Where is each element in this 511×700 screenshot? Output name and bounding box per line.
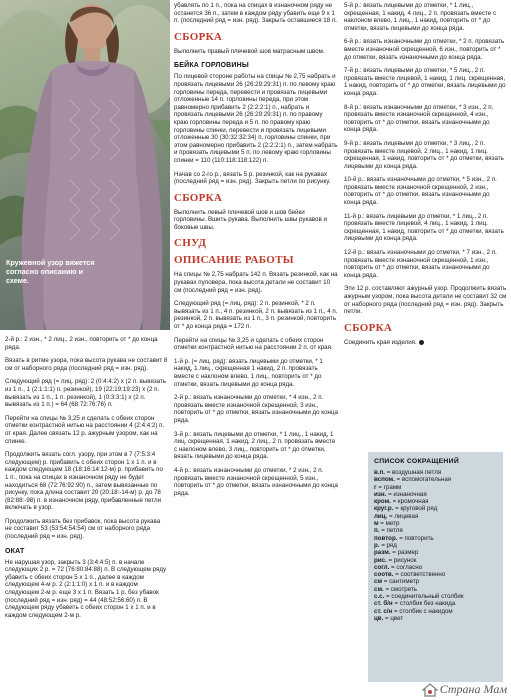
snood-assembly-text: Соединить края изделия. (344, 338, 417, 346)
sleeve-text-1: Вязать в ритме узора, пока высота рукава не составит 8 см от наборного ряда (последний ряд = изн. ряд). (5, 357, 168, 372)
abbreviation-row (374, 527, 497, 534)
abbreviation-row (374, 571, 497, 578)
neckband-text-1: По лицевой стороне работы на спицы № 2,75 набрать и провязать лицевыми 26 (26:29:29:31) п. по левому краю горловины переда, перевести и провязать лицевыми отложенные 14 п. горловины переда, при этом равномерно прибавить 2 (2:2:2:1) п., набрать и провязать лицевыми 26 (26:29:29:31) п. по правому краю горловины переда и 5 п. по правому краю горловины спинки, перевести и провязать лицевыми отложенные 30 (30:32:32:34) п. горловины спинки, при этом равномерно прибавить 2 (2:2:2:1) п., затем набрать и провязать лицевыми 5 п. по левому краю горловины спинки = 110 (110:118:118:122) п. (174, 73, 338, 164)
abbreviation-term: г (374, 483, 377, 491)
sleeve-text-3: Перейти на спицы № 3,25 и сделать с обеих сторон отметки контрастной нитью на расстоянии 4 (2:4:4:2) п. от края. Далее связать 12 р. ажурным узором, как на спинке. (5, 414, 165, 445)
sleeve-text-4: Продолжить вязать согл. узору, при этом в 7 (7:5:3:4 следующем) р. прибавить с обеих сторон 1 х 1 п. и в каждом следующем 18 (18:16:14:12-м) р. прибавить по 1 п., пока на спицах в изнаночном ряду не будет находиться 68 (72:76:92:90) п., затем вывязанные по рисунку, пока длина составит 20 (20:18:-14-м) р. до 78 (82:88:-98) п. в изнаночном ряду, прибавленные петли включать в узор. (5, 451, 163, 512)
column-3 (344, 2, 507, 346)
abbreviation-term: см (374, 578, 383, 586)
assembly2-heading: СБОРКА (174, 191, 223, 204)
abbreviation-term: с.с. (374, 593, 385, 601)
okat-heading: ОКАТ (5, 547, 25, 555)
abbreviation-term: цв. (374, 614, 384, 622)
abbreviation-row (374, 498, 497, 505)
snood-assembly-heading: СБОРКА (344, 321, 393, 334)
neckband-heading: БЕЙКА ГОРЛОВИНЫ (174, 62, 249, 70)
workdesc-text-2: Следующий ряд (= лиц. ряд): 2 п. резинкой, * 2 п. вывязать из 1 п., 4 п. резинкой, 2 п. вывязать из 1 п., 4 п. резинкой, 2 п. вывязать из 1 п., 3 п. резинкой, повторить от * до конца ряда = 172 п. (174, 300, 338, 331)
abbreviation-row (374, 491, 497, 498)
abbreviation-meaning: = соответственно (393, 571, 446, 579)
abbreviation-row (374, 469, 497, 476)
col3-outro: Эти 12 р. составляют ажурный узор. Продолжить вязать ажурным узором, пока высота детали не составит 32 см от наборного ряда (последний ряд = изн. ряд). Закрыть петли. (344, 285, 507, 316)
abbreviation-term: ст. б/н (374, 600, 393, 608)
abbreviation-row (374, 542, 497, 549)
neckband-text-2: Начав со 2-го р., вязать 5 р. резинкой, как на рукавах (последний ряд = изн. ряд). Закрыть петли по рисунку. (174, 170, 331, 186)
snood-row-3: 3-й р.: вязать лицевыми до отметки, * 1 лиц., 1 накид, 1 лиц. скрещенная, 1 накид, 2 лиц., 2 п. провязать вместе с наклоном влево, 3 лиц., повторить от * до отметки, вязать лицевыми до конца ряда. (174, 430, 336, 461)
snood-heading: СНУД (174, 237, 207, 250)
snood-row-12: 12-й р.: вязать изнаночными до отметки, * 7 изн., 2 п. провязать вместе изнаночной скрещенной, 1 изн., повторить от * до отметки, вязать изнаночными до конца ряда. (344, 249, 497, 279)
abbreviation-meaning: = согласно (389, 563, 423, 571)
abbreviation-term: вспом. (374, 476, 395, 484)
abbreviations-list (374, 469, 497, 622)
abbreviation-meaning: = воздушная петля (384, 469, 442, 476)
abbreviation-meaning: = соединительный столбик (384, 593, 464, 601)
assembly-text: Выполнить правый плечевой шов матрасным швом. (174, 47, 325, 55)
snood-row-9: 9-й р.: вязать лицевыми до отметки, * 3 лиц., 2 п. провязать вместе лицевой, 2 лиц., 1 накид, 1 лиц. скрещенная, 1 накид, повторить от * до отметки, вязать лицевыми до конца ряда. (344, 139, 504, 170)
end-marker-icon (419, 340, 424, 345)
abbreviation-term: изн. (374, 490, 387, 498)
sleeve-text-2: Следующий ряд (= лиц. ряд): 2 (0:4:4:2) х (2 п. вывязать из 1 п., 1 (2:1:1:1) п. резинкой), 19 (22:19:19:23) х (2 п. вывязать из 1 п., 1 п. резинкой), 1 (0:3:3:1) х (2 п. вывязать из 1 п.) = 64 (68:72:76:76) п. (5, 378, 167, 409)
snood-row-2: 2-й р.: вязать изнаночными до отметки, * 4 изн., 2 п. провязать вместе изнаночной скрещенной, 3 изн., повторить от * до отметки, вязать изнаночными до конца ряда. (174, 394, 338, 424)
snood-row-1: 1-й р. (= лиц. ряд): вязать лицевыми до отметки, * 1 накид, 1 лиц., скрещенная 1 накид, 2 п. провязать вместе с наклоном влево, 1 лиц., повторить от * до отметки, вязать лицевыми до конца ряда. (174, 357, 323, 388)
abbreviation-row (374, 615, 497, 622)
snood-row-6: 6-й р.: вязать изнаночными до отметки, * 2 п. провязать вместе изнаночной скрещенной, 6 изн., повторить от * до отметки, вязать изнаночными до конца ряда. (344, 38, 505, 61)
watermark (422, 682, 507, 697)
snood-assembly-text-line (344, 339, 507, 347)
abbreviation-row (374, 608, 497, 615)
assembly2-text: Выполнить левый плечевой шов и шов бейки горловины. Вшить рукава. Выполнить швы рукавов и боковые швы. (174, 208, 327, 231)
abbreviation-term: повтор. (374, 534, 398, 542)
photo-caption: Кружевной узор вяжется согласно описанию и схеме. (6, 258, 95, 285)
snood-row-8: 8-й р.: вязать изнаночными до отметки, * 3 изн., 2 п. провязать вместе изнаночной скрещенной, 4 изн., повторить от * до отметки, вязать изнаночными до конца ряда. (344, 103, 494, 134)
abbreviation-meaning: = размер (390, 549, 419, 557)
watermark-text: Страна Мам (439, 682, 507, 696)
abbreviations-box (368, 452, 503, 682)
abbreviation-term: в.п. (374, 469, 385, 476)
abbreviation-term: см. (374, 585, 384, 593)
snood-row-10: 10-й р.: вязать изнаночными до отметки, * 5 изн., 2 п. провязать вместе изнаночной скрещенной, 2 изн., повторить от * до отметки, вязать изнаночными до конца ряда. (344, 176, 497, 207)
abbreviation-term: м (374, 520, 379, 528)
abbreviation-meaning: = ряд (379, 541, 397, 549)
abbreviation-row (374, 578, 497, 585)
sleeve-text-5: Продолжить вязать без прибавок, пока высота рукава не составит 53 (53:54:54:54) см от наборного ряда (последний ряд = изн. ряд). (5, 517, 161, 541)
abbreviation-meaning: = кромочная (390, 498, 429, 506)
abbreviation-row (374, 505, 497, 512)
house-logo-icon (422, 683, 438, 697)
column-2 (174, 2, 338, 503)
abbreviation-meaning: = столбик без накида (392, 600, 456, 608)
abbreviation-meaning: = метр (378, 520, 400, 528)
abbreviation-term: разм. (374, 549, 391, 557)
workdesc-text-1: На спицы № 2,75 набрать 142 п. Вязать резинкой, как на рукавах пуловера, пока высота детали не составит 10 см (последний ряд = изн. ряд). (174, 271, 338, 294)
abbreviation-term: соотв. (374, 571, 394, 579)
abbreviation-meaning: = вспомогательная (394, 476, 452, 484)
abbreviation-meaning: = круговой ряд (393, 505, 438, 513)
assembly-heading: СБОРКА (174, 30, 223, 43)
workdesc-text-3: Перейти на спицы № 3,25 и сделать с обеих сторон отметки контрастной нитью на расстоянии 2 п. от края. (174, 336, 333, 352)
sleeve-row-2: 2-й р.: 2 изн., * 2 лиц., 2 изн., повторить от * до конца ряда. (5, 336, 158, 351)
abbreviation-meaning: = столбик с накидом (392, 607, 453, 615)
abbreviation-row (374, 535, 497, 542)
abbreviation-term: согл. (374, 563, 390, 571)
okat-text: Не нарушая узор, закрыть 3 (3:4:4:5) п. в начале следующих 2 р. = 72 (76:80:84:88) п. В следующем ряду убавить с обеих сторон 5 х 1 п., далее в каждом следующем 4-м р. 2 (2:1:1:0) х 1 п. и в каждом следующем 2-м р. еще 3 х 1 п. Вязать 1 р. без убавок (последний ряд = изн. ряд) = 44 (48:52:56:60) п. В следующем ряду убавить с обеих сторон 1 х 1 п. и в каждом следующем 2-м р. (5, 558, 167, 619)
abbreviation-row (374, 600, 497, 607)
snood-row-7: 7-й р.: вязать лицевыми до отметки, * 5 лиц., 2 п. провязать вместе лицевой, 1 накид, 1 лиц. скрещенная, 1 накид, повторить от * до отметки, вязать лицевыми до конца ряда. (344, 67, 506, 97)
column-1 (5, 336, 168, 625)
abbreviation-term: лиц. (374, 512, 388, 520)
col2-intro: убавлять по 1 п., пока на спицах в изнаночном ряду не останется 36 п., затем в каждом ряду убавить еще 9 х 1 п. (последний ряд = изн. ряд). Закрыть оставшиеся 18 п. (174, 2, 337, 25)
abbreviation-meaning: = изнаночная (386, 490, 427, 498)
abbreviations-title: СПИСОК СОКРАЩЕНИЙ (374, 458, 459, 465)
abbreviation-row (374, 564, 497, 571)
abbreviation-row (374, 593, 497, 600)
abbreviation-term: кром. (374, 498, 391, 506)
abbreviation-term: ст. с/н (374, 607, 393, 615)
abbreviation-row (374, 549, 497, 556)
abbreviation-term: рис. (374, 556, 387, 564)
snood-row-11: 11-й р.: вязать лицевыми до отметки, * 1 лиц., 2 п. провязать вместе лицевой, 4 лиц., 1 накид, 1 лиц. скрещенная, 1 накид, повторить от * до отметки, вязать лицевыми до конца ряда. (344, 212, 504, 243)
abbreviation-term: круг.р. (374, 505, 394, 513)
abbreviation-term: р. (374, 541, 380, 549)
abbreviation-meaning: = грамм (376, 483, 402, 491)
abbreviation-row (374, 476, 497, 483)
abbreviation-meaning: = цвет (383, 614, 404, 622)
abbreviation-meaning: = повторить (397, 534, 434, 542)
abbreviation-meaning: = рисунок (386, 556, 417, 564)
abbreviation-meaning: = лицевая (387, 512, 419, 520)
abbreviation-row (374, 520, 497, 527)
abbreviation-row (374, 484, 497, 491)
abbreviation-meaning: = петля (379, 527, 403, 535)
abbreviation-meaning: = сантиметр (382, 578, 420, 586)
abbreviation-row (374, 586, 497, 593)
abbreviation-row (374, 513, 497, 520)
abbreviation-meaning: = смотреть (383, 585, 418, 593)
abbreviation-term: п. (374, 527, 380, 535)
model-photo (0, 0, 170, 330)
snood-row-4: 4-й р.: вязать изнаночными до отметки, * 2 изн., 2 п. провязать вместе изнаночной скрещенной, 5 изн., повторить от * до отметки, вязать изнаночными до конца ряда. (174, 466, 338, 497)
abbreviation-row (374, 557, 497, 564)
workdesc-heading: ОПИСАНИЕ РАБОТЫ (174, 254, 294, 267)
snood-row-5: 5-й р.: вязать лицевыми до отметки, * 1 лиц., скрещенная, 1 накид, 4 лиц., 2 п. провязать вместе с наклоном влево, 1 лиц., 1 накид, повторить от * до отметки, вязать лицевыми до конца ряда. (344, 2, 497, 32)
